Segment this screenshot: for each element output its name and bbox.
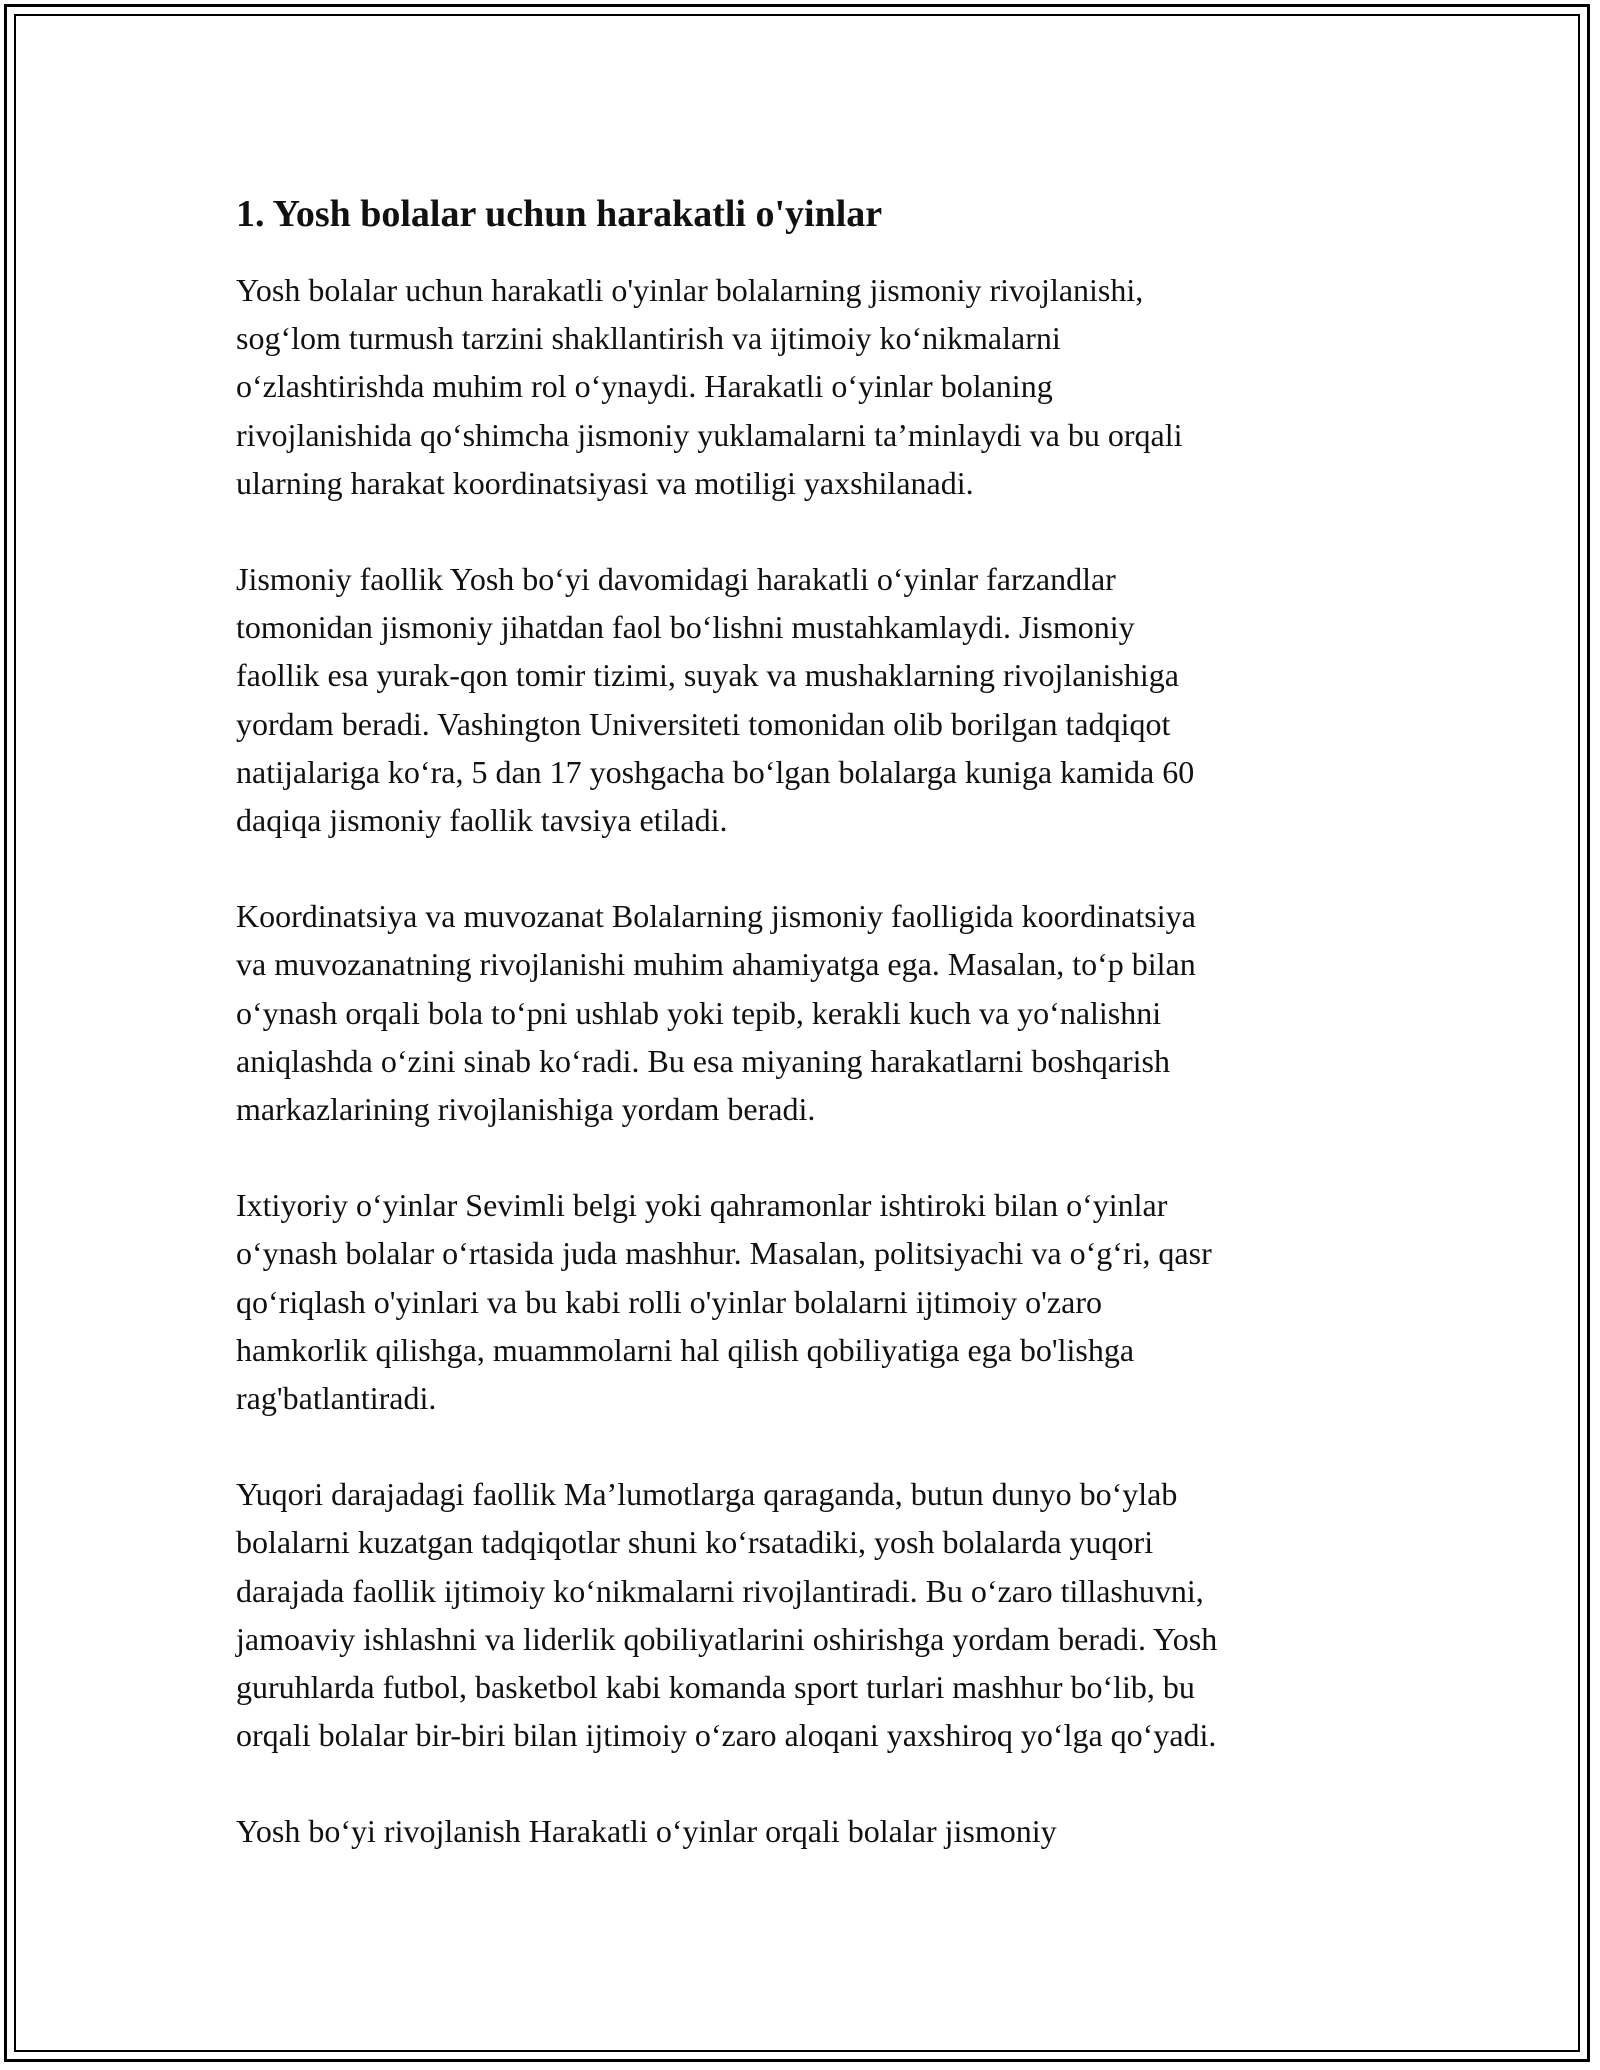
paragraph-high-activity: Yuqori darajadagi faollik Ma’lumotlarga qaraganda, butun dunyo bo‘ylab bolalarni kuzatgan tadqiqotlar shuni ko‘rsatadiki, yosh bolalarda yuqori darajada faollik ijtimoiy ko‘nikmalarni rivojlantiradi. Bu o‘zaro tillashuvni, jamoaviy ishlashni va liderlik qobiliyatlarini oshirishga yordam beradi. Yosh guruhlarda futbol, basketbol kabi komanda sport turlari mashhur bo‘lib, bu orqali bolalar bir-biri bilan ijtimoiy o‘zaro aloqani yaxshiroq yo‘lga qo‘yadi. — [236, 1476, 1218, 1754]
paragraph-intro: Yosh bolalar uchun harakatli o'yinlar bolalarning jismoniy rivojlanishi, sog‘lom turmush tarzini shakllantirish va ijtimoiy ko‘nikmalarni o‘zlashtirishda muhim rol o‘ynaydi. Harakatli o‘yinlar bolaning rivojlanishida qo‘shimcha jismoniy yuklamalarni ta’minlaydi va bu orqali ularning harakat koordinatsiyasi va motiligi yaxshilanadi. — [236, 272, 1183, 501]
document-body — [236, 188, 1376, 1904]
paragraph-age-development: Yosh bo‘yi rivojlanish Harakatli o‘yinlar orqali bolalar jismoniy — [236, 1813, 1057, 1850]
document-title: 1. Yosh bolalar uchun harakatli o'yinlar — [236, 193, 883, 235]
paragraph-coordination: Koordinatsiya va muvozanat Bolalarning jismoniy faolligida koordinatsiya va muvozanatning rivojlanishi muhim ahamiyatga ega. Masalan, to‘p bilan o‘ynash orqali bola to‘pni ushlab yoki tepib, kerakli kuch va yo‘nalishni aniqlashda o‘zini sinab ko‘radi. Bu esa miyaning harakatlarni boshqarish markazlarining rivojlanishiga yordam beradi. — [236, 898, 1196, 1128]
paragraph-physical-activity: Jismoniy faollik Yosh bo‘yi davomidagi harakatli o‘yinlar farzandlar tomonidan jismoniy jihatdan faol bo‘lishni mustahkamlaydi. Jismoniy faollik esa yurak-qon tomir tizimi, suyak va mushaklarning rivojlanishiga yordam beradi. Vashington Universiteti tomonidan olib borilgan tadqiqot natijalariga ko‘ra, 5 dan 17 yoshgacha bo‘lgan bolalarga kuniga kamida 60 daqiqa jismoniy faollik tavsiya etiladi. — [236, 561, 1195, 839]
paragraph-voluntary-games: Ixtiyoriy o‘yinlar Sevimli belgi yoki qahramonlar ishtiroki bilan o‘yinlar o‘ynash bolalar o‘rtasida juda mashhur. Masalan, politsiyachi va o‘g‘ri, qasr qo‘riqlash o'yinlari va bu kabi rolli o'yinlar bolalarni ijtimoiy o'zaro hamkorlik qilishga, muammolarni hal qilish qobiliyatiga ega bo'lishga rag'batlantiradi. — [236, 1187, 1212, 1417]
